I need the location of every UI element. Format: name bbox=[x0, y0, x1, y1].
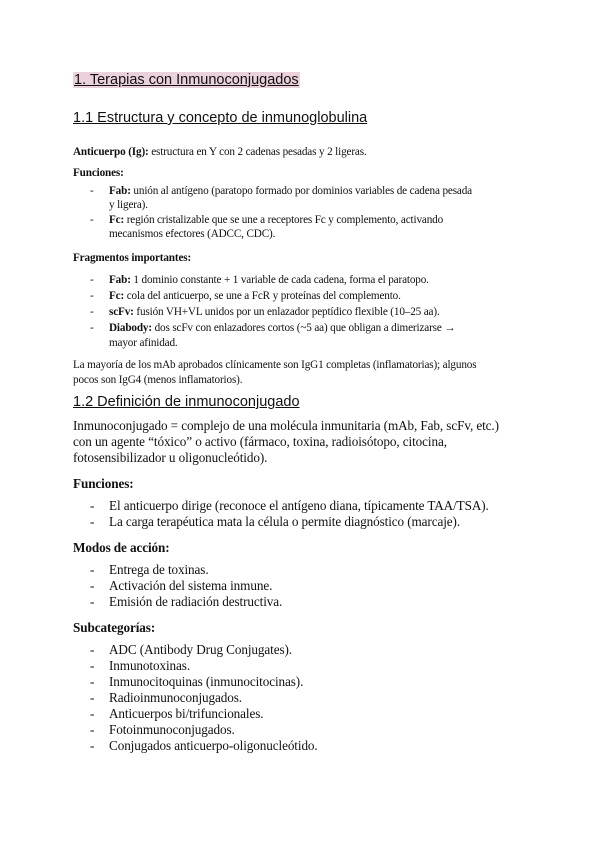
list-item: - Fc: cola del anticuerpo, se une a FcR y proteínas del complemento. bbox=[90, 290, 401, 302]
list-item: - Fc: región cristalizable que se une a receptores Fc y complemento, activando mecanismos efectores (ADCC, CDC). bbox=[90, 214, 444, 240]
list-item: - Fotoinmunoconjugados. bbox=[90, 722, 235, 737]
list-item: - El anticuerpo dirige (reconoce el antígeno diana, típicamente TAA/TSA). bbox=[90, 498, 489, 513]
list-item: - ADC (Antibody Drug Conjugates). bbox=[90, 642, 292, 657]
list-item: - Anticuerpos bi/trifuncionales. bbox=[90, 706, 264, 721]
funciones-list bbox=[73, 184, 533, 241]
main-heading bbox=[73, 72, 300, 88]
main-heading-text: 1. Terapias con Inmunoconjugados bbox=[74, 72, 299, 88]
funciones-title: Funciones: bbox=[73, 167, 124, 179]
intro-line bbox=[73, 146, 533, 162]
fragmentos-title: Fragmentos importantes: bbox=[73, 252, 192, 264]
modos-title: Modos de acción: bbox=[73, 540, 170, 555]
list-item: - Fab: unión al antígeno (paratopo formado por dominios variables de cadena pesada y ligera). bbox=[90, 185, 472, 211]
list-item: - Radioinmunoconjugados. bbox=[90, 690, 242, 705]
subcategorias-title: Subcategorías: bbox=[73, 620, 156, 635]
list-item: - scFv: fusión VH+VL unidos por un enlazador peptídico flexible (10–25 aa). bbox=[90, 306, 440, 318]
modos-list bbox=[73, 562, 533, 610]
subcategorias-list bbox=[73, 642, 533, 754]
ig-note: La mayoría de los mAb aprobados clínicamente son IgG1 completas (inflamatorias); algunos pocos son IgG4 (menos inflamatorios). bbox=[73, 359, 477, 386]
definition-paragraph: Inmunoconjugado = complejo de una molécula inmunitaria (mAb, Fab, scFv, etc.) con un agente “tóxico” o activo (fármaco, toxina, radioisótopo, citocina, fotosensibilizador u oligonucleótido). bbox=[73, 418, 499, 465]
list-item: - Inmunotoxinas. bbox=[90, 658, 191, 673]
intro-term: Anticuerpo (Ig): bbox=[73, 146, 149, 158]
funciones-2-title: Funciones: bbox=[73, 476, 134, 491]
list-item: - Conjugados anticuerpo-oligonucleótido. bbox=[90, 738, 318, 753]
section-1-2-title: 1.2 Definición de inmunoconjugado bbox=[73, 394, 300, 410]
list-item: - La carga terapéutica mata la célula o permite diagnóstico (marcaje). bbox=[90, 514, 461, 529]
list-item: - Entrega de toxinas. bbox=[90, 562, 209, 577]
list-item: - Fab: 1 dominio constante + 1 variable de cada cadena, forma el paratopo. bbox=[90, 274, 429, 286]
intro-text: estructura en Y con 2 cadenas pesadas y 2 ligeras. bbox=[148, 146, 367, 158]
section-1-1-body bbox=[73, 146, 533, 388]
fragmentos-list bbox=[73, 273, 533, 351]
funciones-2-list bbox=[73, 498, 533, 530]
list-item: - Diabody: dos scFv con enlazadores cortos (~5 aa) que obligan a dimerizarse → mayor afinidad. bbox=[90, 322, 456, 349]
list-item: - Inmunocitoquinas (inmunocitocinas). bbox=[90, 674, 304, 689]
list-item: - Activación del sistema inmune. bbox=[90, 578, 273, 593]
section-1-1-title: 1.1 Estructura y concepto de inmunoglobulina bbox=[73, 110, 368, 126]
list-item: - Emisión de radiación destructiva. bbox=[90, 594, 283, 609]
section-1-2-body bbox=[73, 418, 533, 754]
